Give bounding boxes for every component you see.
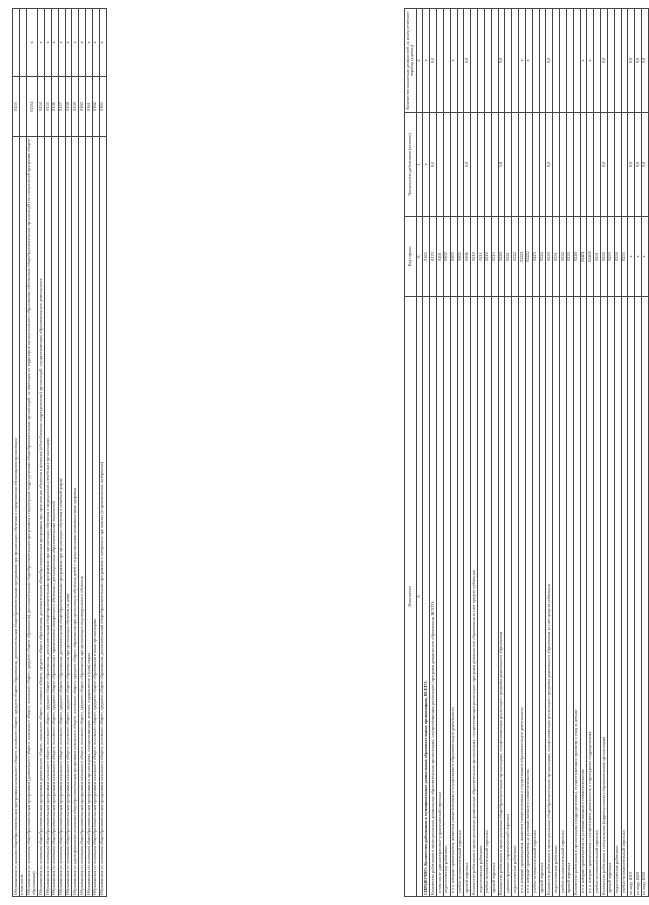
- staff-row-code: 02401: [580, 217, 587, 297]
- staff-row-count: [443, 113, 450, 217]
- staff-row-code: 0230: [546, 217, 553, 297]
- staff-row-code: 0252: [601, 217, 608, 297]
- staff-row: [484, 9, 491, 897]
- staff-row-count: [519, 113, 526, 217]
- continuation-row: [92, 9, 99, 897]
- row-code: 0158: [65, 77, 72, 137]
- staff-row-label: педагогические работники: [478, 297, 485, 897]
- staff-row-code: 0205: [457, 217, 464, 297]
- row-label: Обучавшихся по адаптированным основным общеобразовательным программам начального общего, основного общего, среднего общего образования при организации обучения детей с ограниченными возможностями здоровья: [72, 137, 79, 897]
- row-code: 0159: [72, 77, 79, 137]
- staff-row-label: Количество работников в муниципальных общеобразовательных организациях, осуществляющих реализацию программ дошкольного образования за счет средств субвенции: [546, 297, 553, 897]
- staff-row-count: [484, 113, 491, 217]
- staff-row: [566, 9, 573, 897]
- staff-row-code: 0240: [573, 217, 580, 297]
- row-code: 0154: [38, 77, 45, 137]
- staff-row-vacancies: [505, 9, 512, 113]
- staff-row-vacancies: [607, 9, 614, 113]
- staff-row-count: [587, 113, 594, 217]
- staff-row-vacancies: [512, 9, 519, 113]
- continuation-row: [99, 9, 106, 897]
- staff-row-count: [525, 113, 532, 217]
- staff-row-code: 0222: [512, 217, 519, 297]
- row-value: x: [79, 9, 86, 77]
- row-code: 0153: [13, 77, 20, 137]
- staff-row-count: х: [423, 113, 430, 217]
- row-label: Обучавшихся по данным общеобразовательным программам начального общего, основного общего, среднего общего образования, дополнительным общеобразовательным программам при организации обучения и оздоровления обучающихся организации: [13, 137, 20, 897]
- staff-row-code: х: [635, 217, 642, 297]
- staff-row-vacancies: [457, 9, 464, 113]
- staff-row-label: в т.ч. которые привлекаются на условиях внешнего совместительства: [580, 297, 587, 897]
- staff-row-count: [532, 113, 539, 217]
- staff-row-code: 0201: [437, 217, 444, 297]
- continuation-row: [51, 9, 58, 897]
- staff-row-label: в т.ч. которые привлекаются, являются совместителями и осуществляют образовательную деятельность: [519, 297, 526, 897]
- row-label: Обучавшихся по основным общеобразовательным программам начального общего, основного общего, среднего общего образования с применением электронного обучения и дистанционных образовательных технологий: [51, 137, 58, 897]
- staff-row-label: педагогические работники: [512, 297, 519, 897]
- staff-row: [519, 9, 526, 897]
- staff-row-code: 0224: [539, 217, 546, 297]
- staff-row-count: [457, 113, 464, 217]
- staff-row-code: 0251: [594, 217, 601, 297]
- row-code: 0156: [51, 77, 58, 137]
- staff-row-count: 0,0: [430, 113, 437, 217]
- staff-row-vacancies: [478, 9, 485, 113]
- staff-row-code: 0233: [566, 217, 573, 297]
- staff-row: [423, 9, 430, 897]
- header-letter-2: 2: [416, 9, 423, 113]
- staff-row-code: 0170: [430, 217, 437, 297]
- staff-row-label: учебно-вспомогательный персонал: [457, 297, 464, 897]
- staff-row: [546, 9, 553, 897]
- staff-row-label: в т.ч. которые привлекаются и осуществляют деятельность в структурных подразделениях: [587, 297, 594, 897]
- staff-row-label: административно-управленческий персонал: [505, 297, 512, 897]
- staff-row-count: [437, 113, 444, 217]
- continuation-table-body: [13, 9, 107, 897]
- continuation-row: [86, 9, 93, 897]
- row-value: x: [45, 9, 52, 77]
- staff-row-vacancies: [471, 9, 478, 113]
- staff-row-count: [573, 113, 580, 217]
- staff-row-count: [580, 113, 587, 217]
- row-label: Обучавшихся по основным общеобразовательным программам начального общего, основного общего, среднего общего образования в иных организациях: [92, 137, 99, 897]
- staff-row-vacancies: [491, 9, 498, 113]
- staff-row-code: 0232: [560, 217, 567, 297]
- staff-row-count: 0,0: [635, 113, 642, 217]
- staff-row-label: прочий персонал: [491, 297, 498, 897]
- staff-row-vacancies: 0,0: [498, 9, 505, 113]
- row-label: в том числе: [19, 137, 26, 897]
- staff-row: [498, 9, 505, 897]
- staff-row-vacancies: х: [423, 9, 430, 113]
- staff-row-code: х: [641, 217, 648, 297]
- staff-row-count: 0,0: [628, 113, 635, 217]
- staff-row-count: [621, 113, 628, 217]
- staff-row-label: Количество работников в муниципальных дошкольных образовательных организациях, осуществляющих реализацию программ дошкольного образования за счет средств субвенции: [471, 297, 478, 897]
- staff-row-vacancies: [553, 9, 560, 113]
- staff-row-label: в том числе административно-управленческий персонал: [437, 297, 444, 897]
- staff-row-count: [566, 113, 573, 217]
- staff-table-body: [423, 9, 648, 897]
- staff-row-count: [560, 113, 567, 217]
- staff-row-count: [491, 113, 498, 217]
- staff-row: [505, 9, 512, 897]
- header-letter-1: 1: [416, 113, 423, 217]
- staff-row-count: 0,0: [546, 113, 553, 217]
- staff-row-count: [614, 113, 621, 217]
- staff-row-code: х: [628, 217, 635, 297]
- staff-row-label: прочий персонал: [539, 297, 546, 897]
- staff-row: [457, 9, 464, 897]
- staff-row: [614, 9, 621, 897]
- staff-row-vacancies: x: [587, 9, 594, 113]
- row-value: [13, 9, 20, 77]
- staff-row: [553, 9, 560, 897]
- staff-row-count: [594, 113, 601, 217]
- staff-row-vacancies: [539, 9, 546, 113]
- header-code: Код строки: [405, 217, 417, 297]
- staff-row-vacancies: [443, 9, 450, 113]
- staff-row-code: 0203: [450, 217, 457, 297]
- staff-row-code: 0210: [471, 217, 478, 297]
- row-value: x: [38, 9, 45, 77]
- staff-row-code: 0213: [491, 217, 498, 297]
- staff-row: [491, 9, 498, 897]
- staff-row-vacancies: [621, 9, 628, 113]
- staff-row-label: прочий персонал: [607, 297, 614, 897]
- staff-row-vacancies: [566, 9, 573, 113]
- staff-row-count: [553, 113, 560, 217]
- staff-row-vacancies: x: [580, 9, 587, 113]
- staff-row-vacancies: 0,0: [641, 9, 648, 113]
- staff-row-count: [450, 113, 457, 217]
- staff-row: [532, 9, 539, 897]
- continuation-row: [13, 9, 20, 897]
- row-label: Обучавшихся по основным общеобразовательным программам начального общего, основного общего, среднего общего образования при организации индивидуального обучения: [79, 137, 86, 897]
- staff-row-label: педагогические работники: [443, 297, 450, 897]
- row-label: Обучавшихся по основным общеобразовательным программам начального общего, основного общего, среднего общего образования при организации обучения на дому: [65, 137, 72, 897]
- continuation-row: [65, 9, 72, 897]
- staff-row-label: в т.ч. которые привлекаются, являются совместителями и осуществляют образовательную деятельность: [450, 297, 457, 897]
- staff-row-label: учебно-вспомогательный персонал: [594, 297, 601, 897]
- staff-row-label: прочий персонал: [464, 297, 471, 897]
- staff-row: [450, 9, 457, 897]
- row-code: 0157: [58, 77, 65, 137]
- staff-row-vacancies: [594, 9, 601, 113]
- header-letter-a: А: [416, 297, 423, 897]
- row-value: x: [58, 9, 65, 77]
- staff-row-code: 0206: [464, 217, 471, 297]
- continuation-row: [38, 9, 45, 897]
- staff-row: [560, 9, 567, 897]
- staff-row-code: 0165: [423, 217, 430, 297]
- staff-row-vacancies: 0,0: [546, 9, 553, 113]
- staff-row: [478, 9, 485, 897]
- staff-row: [437, 9, 444, 897]
- staff-table-header: [405, 9, 423, 897]
- continuation-row: [58, 9, 65, 897]
- continuation-row: [26, 9, 38, 897]
- staff-row-count: [539, 113, 546, 217]
- staff-row: [573, 9, 580, 897]
- staff-row-label: по коду 4020: [635, 297, 642, 897]
- staff-row-count: 5,8: [498, 113, 505, 217]
- row-value: x: [99, 9, 106, 77]
- row-value: x: [72, 9, 79, 77]
- staff-row: [539, 9, 546, 897]
- staff-row-count: [607, 113, 614, 217]
- staff-row-label: Количество работников в специальных (коррекционных) образовательных организациях: [601, 297, 608, 897]
- staff-row: [464, 9, 471, 897]
- row-value: [19, 9, 26, 77]
- row-label: Обучавшихся по основным общеобразовательным программам в организациях, осуществляющих лечение, оздоровление и (или) отдых: [86, 137, 93, 897]
- staff-row-label: педагогические работники: [553, 297, 560, 897]
- staff-row-vacancies: 0,0: [628, 9, 635, 113]
- staff-row-label: по коду 4010: [628, 297, 635, 897]
- staff-row-label: Количество работников в муниципальных дошкольных образовательных организациях, осуществляющих реализацию программ дошкольного образования, ВСЕГО:: [430, 297, 437, 897]
- header-vacancies: Количество вакантных должностей на конец отчетного периода (единиц): [405, 9, 417, 113]
- row-label: Обучавшихся по основным общеобразовательным программам начального общего, основного общего, среднего общего образования, дополнительным общеобразовательным программам при организации обучения в семейной форме: [58, 137, 65, 897]
- staff-row-code: 02402: [587, 217, 594, 297]
- staff-row-label: учебно-вспомогательный персонал: [484, 297, 491, 897]
- continuation-row: [45, 9, 52, 897]
- row-label: Обучавшихся по основным общеобразовательным программам начального общего, основного общего, среднего общего образования, дополнительным общеобразовательным программам в интернатах при школах (в пришкольных интернатах): [99, 137, 106, 897]
- staff-row-label: в т.ч. которые привлекаются на условиях внешнего совместительства: [525, 297, 532, 897]
- staff-row: [641, 9, 648, 897]
- row-value: x: [26, 9, 38, 77]
- staff-row-code: 0211: [478, 217, 485, 297]
- row-label: Обучавшихся по основным общеобразовательным программам начального общего, основного общего, среднего общего образования, дополнительным общеобразовательным программам при организации обучения в медицинских (лечебных) организациях: [45, 137, 52, 897]
- staff-row-code: 0253: [607, 217, 614, 297]
- header-letter-b: Б: [416, 217, 423, 297]
- staff-row: [635, 9, 642, 897]
- staff-row-count: [478, 113, 485, 217]
- staff-row-label: Количество работников в организациях (подразделениях), осуществляющих присмотр и уход за детьми: [573, 297, 580, 897]
- staff-row-label: учебно-вспомогательный персонал: [532, 297, 539, 897]
- staff-row-label: учебно-вспомогательный персонал: [621, 297, 628, 897]
- staff-row-label: Количество работников в муниципальных общеобразовательных организациях, осуществляющих реализацию программ дошкольного образования: [498, 297, 505, 897]
- staff-row-count: 0,0: [641, 113, 648, 217]
- row-code: 01531: [26, 77, 38, 137]
- staff-table: [404, 8, 649, 897]
- staff-row-label: педагогические работники: [614, 297, 621, 897]
- row-label: Обучавшихся по основным общеобразовательным программам (дошкольного общего, начального общего, основного общего, среднего общего образования), дополнительным общеобразовательным программам в структурных подразделениях общеобразовательных организаций, не имеющих на территории муниципального образования собственных общеобразовательных организаций (по специальной программе общего образования): [26, 137, 38, 897]
- staff-row-code: 02222: [525, 217, 532, 297]
- staff-row: [594, 9, 601, 897]
- staff-row-vacancies: [560, 9, 567, 113]
- staff-row-label: учебно-вспомогательный персонал: [560, 297, 567, 897]
- header-indicator: Показатели: [405, 297, 417, 897]
- staff-row-vacancies: x: [525, 9, 532, 113]
- row-code: 0161: [86, 77, 93, 137]
- staff-row-vacancies: [614, 9, 621, 113]
- staff-row-label: СПРАВОЧНО: Количество работников в муниципальных дошкольных образовательных организациях, ВСЕГО:: [423, 297, 430, 897]
- staff-row-code: 0202: [443, 217, 450, 297]
- staff-row-vacancies: x: [519, 9, 526, 113]
- staff-row-code: 0223: [532, 217, 539, 297]
- staff-row: [443, 9, 450, 897]
- continuation-row: [79, 9, 86, 897]
- staff-row: [628, 9, 635, 897]
- staff-row-code: 0231: [553, 217, 560, 297]
- staff-row-count: 0,0: [464, 113, 471, 217]
- staff-row-vacancies: [437, 9, 444, 113]
- staff-row-code: 0221: [505, 217, 512, 297]
- row-code: 0163: [99, 77, 106, 137]
- staff-row-code: 0220: [498, 217, 505, 297]
- staff-row-vacancies: 0,0: [430, 9, 437, 113]
- staff-row: [471, 9, 478, 897]
- staff-row-count: [512, 113, 519, 217]
- continuation-table: [12, 8, 107, 897]
- staff-row: [430, 9, 437, 897]
- staff-row-count: [505, 113, 512, 217]
- staff-row: [580, 9, 587, 897]
- staff-row-vacancies: [484, 9, 491, 113]
- staff-row-vacancies: [532, 9, 539, 113]
- staff-row-code: 0212: [484, 217, 491, 297]
- row-label: Обучавшихся по основным общеобразовательным программам дошкольного общего, начального общего, основного общего, среднего общего образования, дополнительным общеобразовательным программам при организации обучения в филиалах (обособленных подразделениях) организаций, осуществляющих образовательную деятельность: [38, 137, 45, 897]
- staff-row-count: 0,0: [601, 113, 608, 217]
- row-value: x: [92, 9, 99, 77]
- row-value: x: [51, 9, 58, 77]
- row-value: x: [65, 9, 72, 77]
- row-code: 0155: [45, 77, 52, 137]
- staff-row-vacancies: 0,0: [464, 9, 471, 113]
- staff-row-code: 02221: [519, 217, 526, 297]
- staff-row-vacancies: x: [450, 9, 457, 113]
- staff-row-label: по коду 4030: [641, 297, 648, 897]
- staff-row-vacancies: 0,0: [635, 9, 642, 113]
- staff-row-vacancies: 0,0: [601, 9, 608, 113]
- staff-row: [512, 9, 519, 897]
- staff-row-code: 0255: [621, 217, 628, 297]
- staff-row-code: 0254: [614, 217, 621, 297]
- header-staff: Численность работников (человек): [405, 113, 417, 217]
- staff-row: [607, 9, 614, 897]
- staff-row-count: [471, 113, 478, 217]
- staff-row: [621, 9, 628, 897]
- row-code: 0160: [79, 77, 86, 137]
- row-code: [19, 77, 26, 137]
- row-code: 0162: [92, 77, 99, 137]
- staff-row: [525, 9, 532, 897]
- staff-row: [587, 9, 594, 897]
- staff-row-vacancies: [573, 9, 580, 113]
- row-value: x: [86, 9, 93, 77]
- staff-row-label: прочий персонал: [566, 297, 573, 897]
- continuation-row: [72, 9, 79, 897]
- staff-row: [601, 9, 608, 897]
- continuation-row: [19, 9, 26, 897]
